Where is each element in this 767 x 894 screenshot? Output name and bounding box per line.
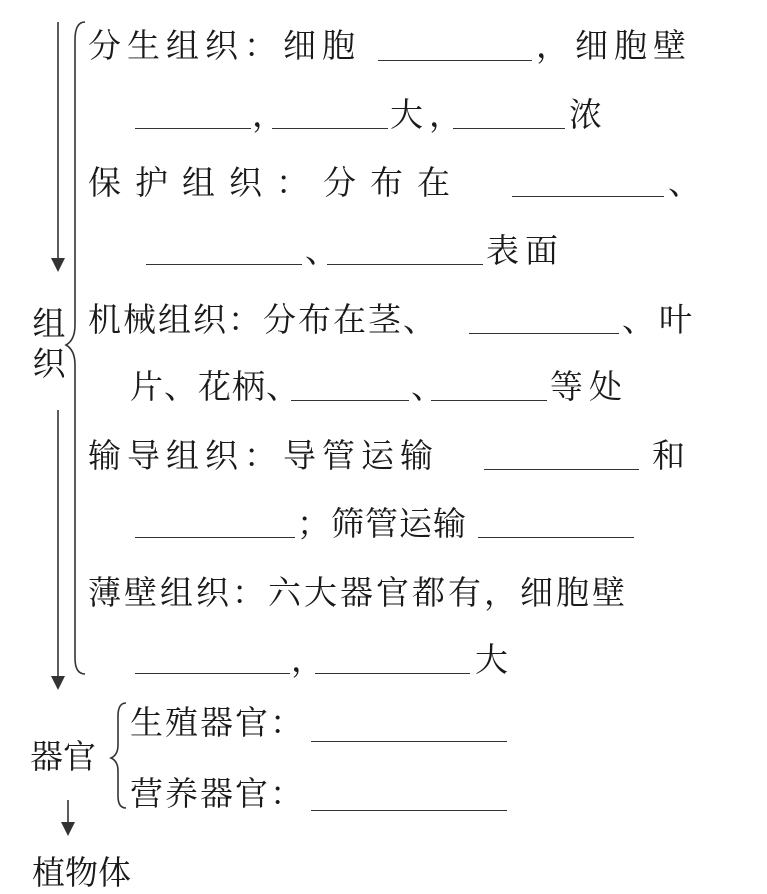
parenchyma-blank-2[interactable] bbox=[315, 673, 470, 674]
meristem-blank-2[interactable] bbox=[135, 128, 251, 129]
parenchyma-blank-1[interactable] bbox=[135, 673, 290, 674]
meristem-line1-text: 分生组织：细胞 bbox=[88, 26, 361, 65]
parenchyma-line2-comma: ， bbox=[291, 640, 324, 679]
mechanical-line2-sep: 、 bbox=[411, 367, 444, 406]
plant-body-label: 植物体 bbox=[32, 853, 131, 892]
conducting-line2-text: ；筛管运输 bbox=[297, 504, 467, 543]
parenchyma-line2-end: 大 bbox=[475, 640, 508, 679]
flow-arrowhead-middle bbox=[51, 676, 65, 690]
meristem-line1-end: ，细胞壁 bbox=[536, 26, 692, 65]
organ-vegetative-label: 营养器官： bbox=[130, 774, 305, 813]
flow-arrowhead-bottom bbox=[61, 822, 75, 836]
organ-vegetative-blank[interactable] bbox=[311, 810, 507, 811]
meristem-blank-3[interactable] bbox=[272, 128, 388, 129]
conducting-blank-3[interactable] bbox=[478, 537, 634, 538]
meristem-blank-4[interactable] bbox=[453, 128, 565, 129]
mechanical-line1-text: 机械组织：分布在茎、 bbox=[88, 300, 438, 339]
protective-line2-end: 表面 bbox=[486, 231, 564, 270]
protective-blank-2[interactable] bbox=[146, 264, 302, 265]
tissue-label: 组织 bbox=[32, 304, 66, 383]
organ-reproductive-label: 生殖器官： bbox=[130, 703, 305, 742]
meristem-line2-mid: 大， bbox=[390, 95, 468, 134]
organ-label: 器官 bbox=[30, 737, 96, 776]
conducting-line1-end: 和 bbox=[652, 436, 685, 475]
meristem-blank-1[interactable] bbox=[378, 60, 532, 61]
conducting-line1-text: 输导组织：导管运输 bbox=[88, 436, 439, 475]
parenchyma-line1-text: 薄壁组织：六大器官都有，细胞壁 bbox=[88, 573, 628, 612]
conducting-blank-1[interactable] bbox=[484, 469, 639, 470]
mechanical-blank-3[interactable] bbox=[431, 400, 547, 401]
mechanical-blank-1[interactable] bbox=[469, 333, 619, 334]
protective-line2-sep: 、 bbox=[305, 231, 338, 270]
organ-reproductive-blank[interactable] bbox=[311, 741, 507, 742]
mechanical-line2-text: 片、花柄、 bbox=[130, 367, 300, 406]
flow-arrowhead-top bbox=[51, 258, 65, 272]
tissue-brace bbox=[66, 22, 85, 674]
protective-blank-1[interactable] bbox=[512, 196, 664, 197]
meristem-comma: ， bbox=[252, 95, 285, 134]
meristem-line2-end: 浓 bbox=[569, 95, 602, 134]
mechanical-line1-end: 、叶 bbox=[622, 300, 696, 339]
organ-brace bbox=[111, 703, 126, 808]
protective-line1-text: 保护组织：分布在 bbox=[88, 163, 464, 202]
protective-line1-sep: 、 bbox=[668, 163, 701, 202]
mechanical-line2-end: 等处 bbox=[550, 367, 628, 406]
protective-blank-3[interactable] bbox=[327, 264, 483, 265]
conducting-blank-2[interactable] bbox=[135, 537, 295, 538]
mechanical-blank-2[interactable] bbox=[291, 400, 409, 401]
